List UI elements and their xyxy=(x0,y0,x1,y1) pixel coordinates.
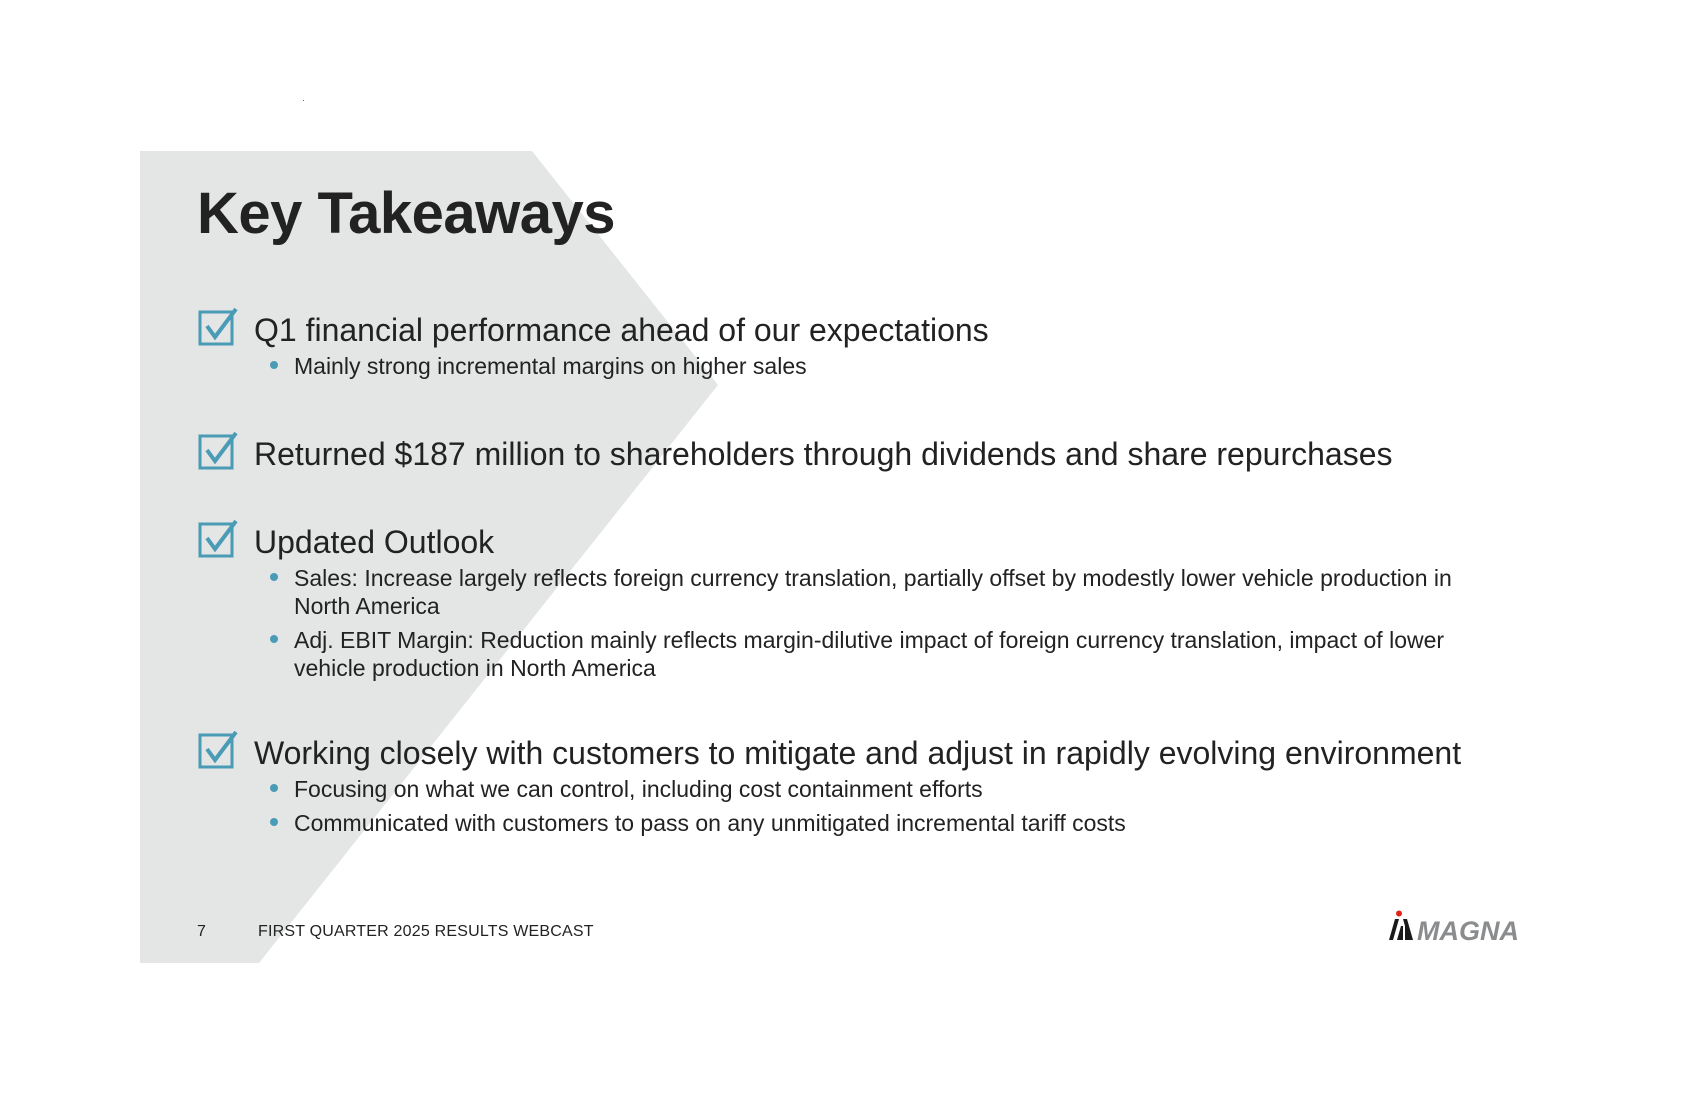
checkbox-checked-icon xyxy=(198,520,238,560)
sub-bullet-list xyxy=(270,352,1510,380)
magna-logo xyxy=(1388,910,1528,942)
footer-label: FIRST QUARTER 2025 RESULTS WEBCAST xyxy=(258,923,594,940)
bullet-dot-icon xyxy=(270,573,278,581)
bullet-dot-icon xyxy=(270,784,278,792)
bullet-dot-icon xyxy=(270,818,278,826)
sub-bullet-list xyxy=(270,775,1510,837)
takeaway-text: Updated Outlook xyxy=(254,524,495,560)
sub-bullet-text: Communicated with customers to pass on any unmitigated incremental tariff costs xyxy=(294,810,1126,836)
checkbox-checked-icon xyxy=(198,308,238,348)
checkbox-checked-icon xyxy=(198,432,238,472)
sub-bullet-list xyxy=(270,564,1510,682)
sub-bullet-text: Adj. EBIT Margin: Reduction mainly reflects margin-dilutive impact of foreign currency translation, impact of lower vehicle production in North America xyxy=(294,627,1445,681)
sub-bullet-text: Sales: Increase largely reflects foreign currency translation, partially offset by modestly lower vehicle production in North America xyxy=(294,565,1452,619)
sub-bullet-text: Focusing on what we can control, including cost containment efforts xyxy=(294,776,983,802)
bullet-dot-icon xyxy=(270,361,278,369)
sub-bullet-item xyxy=(270,626,1510,682)
logo-wordmark: MAGNA xyxy=(1417,916,1519,942)
page-number: 7 xyxy=(197,923,206,940)
takeaway-item-1 xyxy=(198,308,1558,386)
takeaway-text: Q1 financial performance ahead of our expectations xyxy=(254,312,989,348)
takeaway-text: Working closely with customers to mitigate and adjust in rapidly evolving environment xyxy=(254,735,1462,771)
stray-mark xyxy=(303,100,304,101)
sub-bullet-item xyxy=(270,352,1510,380)
takeaway-item-2 xyxy=(198,432,1558,476)
sub-bullet-item xyxy=(270,775,1510,803)
takeaway-item-3 xyxy=(198,520,1558,688)
sub-bullet-text: Mainly strong incremental margins on higher sales xyxy=(294,353,807,379)
takeaway-item-4 xyxy=(198,731,1558,843)
sub-bullet-item xyxy=(270,809,1510,837)
sub-bullet-item xyxy=(270,564,1510,620)
bullet-dot-icon xyxy=(270,635,278,643)
slide-title: Key Takeaways xyxy=(197,181,616,246)
takeaway-text: Returned $187 million to shareholders through dividends and share repurchases xyxy=(254,436,1393,472)
checkbox-checked-icon xyxy=(198,731,238,771)
